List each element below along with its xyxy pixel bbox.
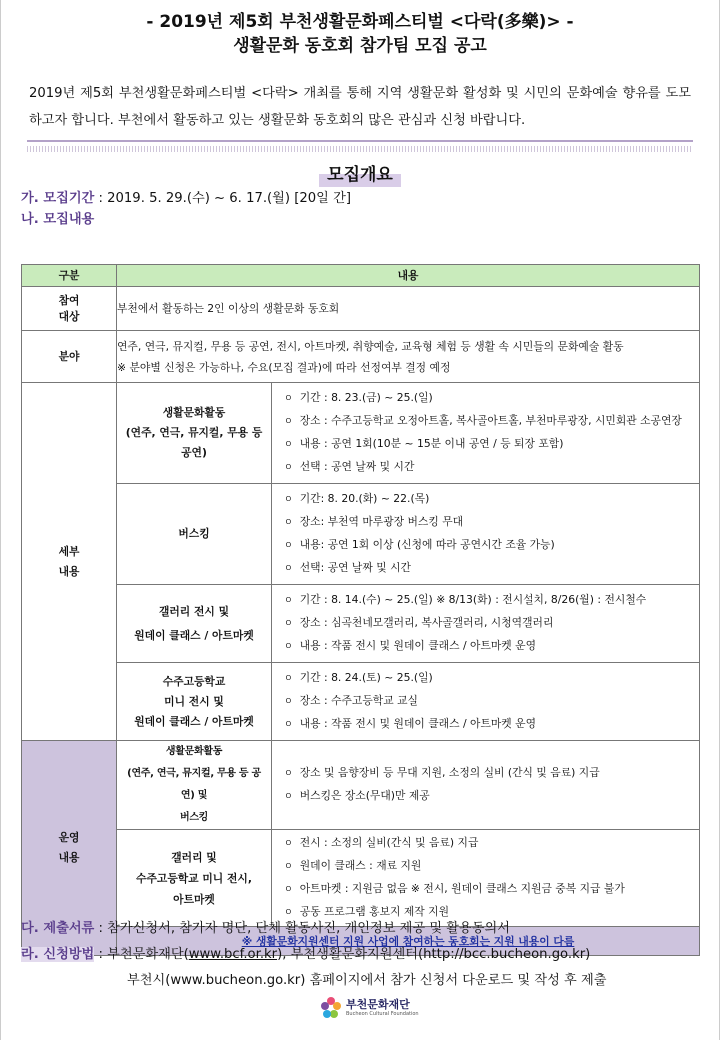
documents-value: : 참가신청서, 참가자 명단, 단체 활동사진, 개인정보 제공 및 활용동의서	[98, 921, 510, 936]
operation-group-name: 생활문화활동 (연주, 연극, 뮤지컬, 무용 등 공연) 및 버스킹	[117, 741, 272, 830]
field-value	[117, 331, 700, 383]
title-line-2: 생활문화 동호회 참가팀 모집 공고	[233, 36, 487, 56]
documents-row	[21, 916, 701, 942]
list-item: ㅇ 장소 및 음향장비 등 무대 지원, 소정의 실비 (간식 및 음료) 지급	[284, 762, 699, 785]
list-item: ㅇ 버스킹은 장소(무대)만 제공	[284, 785, 699, 808]
table-row	[22, 287, 700, 331]
field-line-1: 연주, 연극, 뮤지컬, 무용 등 공연, 전시, 아트마켓, 취향예술, 교육형 체험 등 생활 속 시민들의 문화예술 활동	[117, 339, 624, 353]
field-label: 분야	[22, 331, 117, 383]
section-title: 모집개요	[319, 158, 401, 187]
foundation-logo	[319, 996, 419, 1020]
detail-group-items	[272, 484, 700, 585]
divider-line	[27, 140, 693, 142]
dotted-divider	[27, 146, 693, 152]
operation-group-items	[272, 830, 700, 927]
table-row	[22, 484, 700, 585]
detail-label: 세부 내용	[22, 383, 117, 741]
section-heading	[1, 158, 719, 188]
detail-group-items	[272, 585, 700, 663]
field-line-2: ※ 분야별 신청은 가능하나, 수요(모집 결과)에 따라 선정여부 결정 예정	[117, 360, 451, 374]
bottom-info	[21, 916, 701, 994]
content-label: 나. 모집내용	[21, 212, 95, 227]
header-category: 구분	[22, 265, 117, 287]
list-item: ㅇ 선택: 공연 날짜 및 시간	[284, 557, 699, 580]
target-value: 부천에서 활동하는 2인 이상의 생활문화 동호회	[117, 287, 700, 331]
list-item: ㅇ 장소 : 수주고등학교 교실	[284, 690, 699, 713]
operation-label: 운영 내용	[22, 741, 117, 956]
table-row	[22, 383, 700, 484]
operation-group-name: 갤러리 및 수주고등학교 미니 전시, 아트마켓	[117, 830, 272, 927]
page-title	[1, 10, 719, 58]
target-label: 참여 대상	[22, 287, 117, 331]
operation-group-items	[272, 741, 700, 830]
recruit-table	[21, 264, 700, 956]
list-item: ㅇ 기간 : 8. 24.(토) ~ 25.(일)	[284, 667, 699, 690]
list-item: ㅇ 장소 : 수주고등학교 오정아트홀, 복사골아트홀, 부천마루광장, 시민회관 소공연장	[284, 410, 699, 433]
list-item: ㅇ 공동 프로그램 홍보지 제작 지원	[284, 901, 699, 924]
table-row	[22, 585, 700, 663]
table-header-row	[22, 265, 700, 287]
table-row	[22, 331, 700, 383]
list-item: ㅇ 기간 : 8. 23.(금) ~ 25.(일)	[284, 387, 699, 410]
list-item: ㅇ 전시 : 소정의 실비(간식 및 음료) 지급	[284, 832, 699, 855]
foundation-name: 부천문화재단	[346, 998, 410, 1011]
list-item: ㅇ 장소: 부천역 마루광장 버스킹 무대	[284, 511, 699, 534]
list-item: ㅇ 내용 : 작품 전시 및 원데이 클래스 / 아트마켓 운영	[284, 713, 699, 736]
list-item: ㅇ 원데이 클래스 : 재료 지원	[284, 855, 699, 878]
list-item: ㅇ 아트마켓 : 지원금 없음 ※ 전시, 원데이 클래스 지원금 중복 지급 불가	[284, 878, 699, 901]
apply-prefix: : 부천문화재단(	[98, 947, 189, 962]
bcf-link[interactable]: www.bcf.or.kr	[188, 947, 278, 962]
foundation-emblem-icon	[319, 996, 343, 1020]
operation-note: ※ 생활문화지원센터 지원 사업에 참여하는 동호회는 지원 내용이 다름	[117, 927, 700, 956]
list-item: ㅇ 기간: 8. 20.(화) ~ 22.(목)	[284, 488, 699, 511]
detail-group-name: 생활문화활동 (연주, 연극, 뮤지컬, 무용 등 공연)	[117, 383, 272, 484]
apply-suffix: ), 부천생활문화지원센터(http://bcc.bucheon.go.kr)	[277, 947, 591, 962]
detail-group-items	[272, 663, 700, 741]
apply-line-2: 부천시(www.bucheon.go.kr) 홈페이지에서 참가 신청서 다운로드 및 작성 후 제출	[127, 973, 607, 988]
content-row	[21, 209, 719, 230]
table-row	[22, 663, 700, 741]
detail-group-items	[272, 383, 700, 484]
foundation-subname: Bucheon Cultural Foundation	[346, 1011, 419, 1017]
table-row	[22, 741, 700, 830]
title-line-1: - 2019년 제5회 부천생활문화페스티벌 <다락(多樂)> -	[146, 12, 574, 32]
header-content: 내용	[117, 265, 700, 287]
detail-group-name: 갤러리 전시 및 원데이 클래스 / 아트마켓	[117, 585, 272, 663]
period-label: 가. 모집기간	[21, 191, 95, 206]
period-value: : 2019. 5. 29.(수) ~ 6. 17.(월) [20일 간]	[98, 191, 351, 206]
list-item: ㅇ 장소 : 심곡천네모갤러리, 복사골갤러리, 시청역갤러리	[284, 612, 699, 635]
detail-group-name: 수주고등학교 미니 전시 및 원데이 클래스 / 아트마켓	[117, 663, 272, 741]
list-item: ㅇ 내용: 공연 1회 이상 (신청에 따라 공연시간 조율 가능)	[284, 534, 699, 557]
documents-label: 다. 제출서류	[21, 921, 95, 936]
period-row	[21, 188, 719, 209]
list-item: ㅇ 선택 : 공연 날짜 및 시간	[284, 456, 699, 479]
list-item: ㅇ 기간 : 8. 14.(수) ~ 25.(일) ※ 8/13(화) : 전시설치, 8/26(월) : 전시철수	[284, 589, 699, 612]
list-item: ㅇ 내용 : 공연 1회(10분 ~ 15분 이내 공연 / 등 퇴장 포함)	[284, 433, 699, 456]
intro-paragraph: 2019년 제5회 부천생활문화페스티벌 <다락> 개최를 통해 지역 생활문화 활성화 및 시민의 문화예술 향유를 도모하고자 합니다. 부천에서 활동하고 있는 생활문화 동호회의 많은 관심과 신청 바랍니다.	[29, 86, 691, 128]
apply-label: 라. 신청방법	[21, 947, 95, 962]
detail-group-name: 버스킹	[117, 484, 272, 585]
apply-row	[21, 942, 701, 968]
table-row	[22, 830, 700, 927]
list-item: ㅇ 내용 : 작품 전시 및 원데이 클래스 / 아트마켓 운영	[284, 635, 699, 658]
